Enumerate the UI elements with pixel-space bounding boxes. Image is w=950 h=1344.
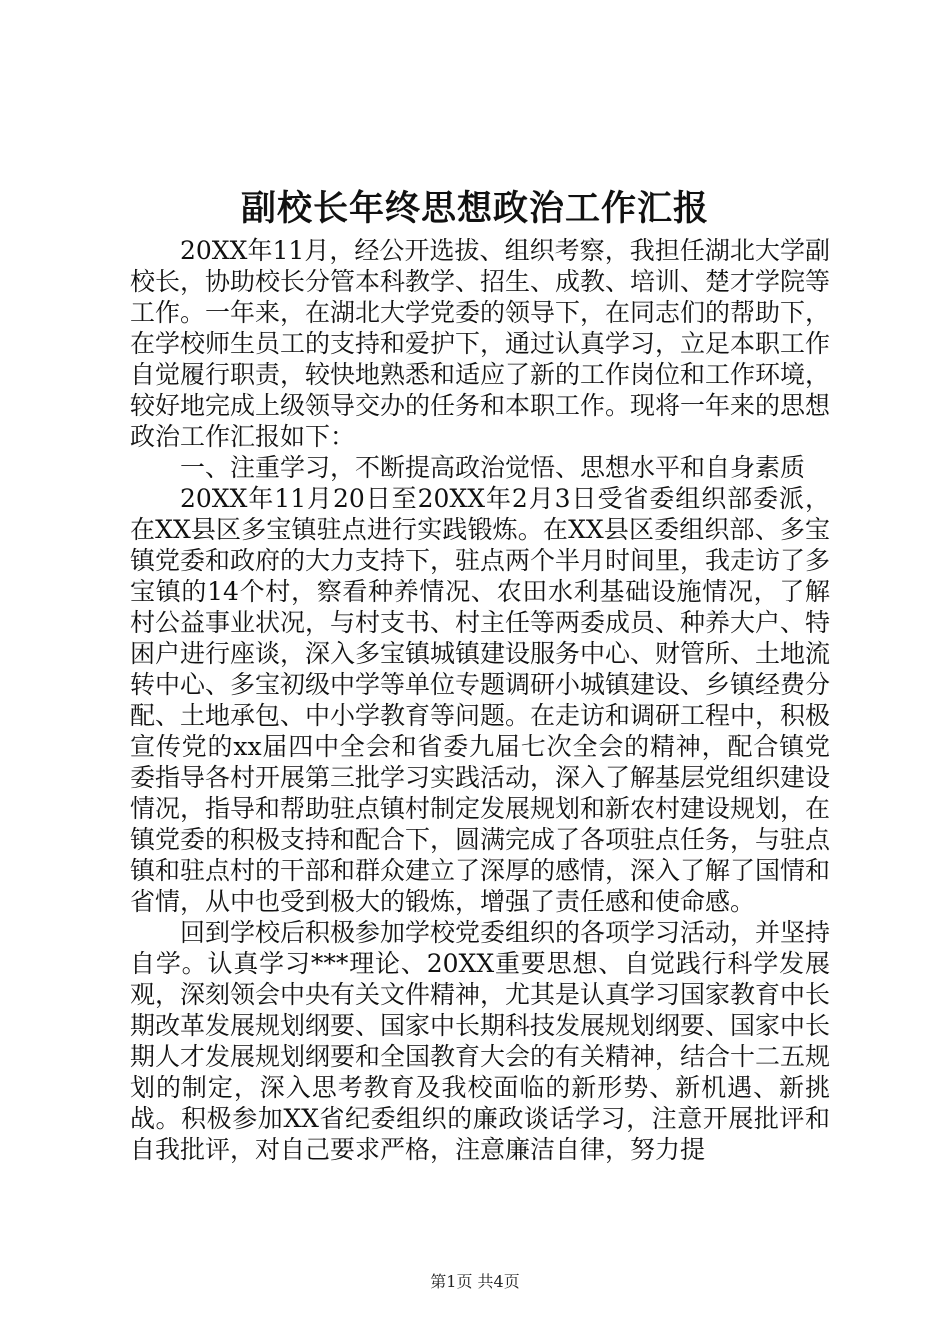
page-footer: 第1页 共4页 [430,1272,520,1291]
section-heading: 一、注重学习，不断提高政治觉悟、思想水平和自身素质 [180,453,806,482]
paragraph-practice: 20XX年11月20日至20XX年2月3日受省委组织部委派，在XX县区多宝镇驻点进行实践锻炼。在XX县区委组织部、多宝镇党委和政府的大力支持下，驻点两个半月时间里，我走访了多宝镇的14个村，察看种养情况、农田水利基础设施情况，了解村公益事业状况，与村支书、村主任等两委成员、种养大户、特困户进行座谈，深入多宝镇城镇建设服务中心、财管所、土地流转中心、多宝初级中学等单位专题调研小城镇建设、乡镇经费分配、土地承包、中小学教育等问题。在走访和调研工程中，积极宣传党的xx届四中全会和省委九届七次全会的精神，配合镇党委指导各村开展第三批学习实践活动，深入了解基层党组织建设情况，指导和帮助驻点镇村制定发展规划和新农村建设规划，在镇党委的积极支持和配合下，圆满完成了各项驻点任务，与驻点镇和驻点村的干部和群众建立了深厚的感情，深入了解了国情和省情，从中也受到极大的锻炼，增强了责任感和使命感。 [130,484,831,916]
document-title: 副校长年终思想政治工作汇报 [240,188,709,229]
document-body [130,235,830,1165]
paragraph-study: 回到学校后积极参加学校党委组织的各项学习活动，并坚持自学。认真学习***理论、20XX重要思想、自觉践行科学发展观，深刻领会中央有关文件精神，尤其是认真学习国家教育中长期改革发展规划纲要、国家中长期科技发展规划纲要、国家中长期人才发展规划纲要和全国教育大会的有关精神，结合十二五规划的制定，深入思考教育及我校面临的新形势、新机遇、新挑战。积极参加XX省纪委组织的廉政谈话学习，注意开展批评和自我批评，对自己要求严格，注意廉洁自律，努力提 [130,918,831,1164]
paragraph-intro: 20XX年11月，经公开选拔、组织考察，我担任湖北大学副校长，协助校长分管本科教学、招生、成教、培训、楚才学院等工作。一年来，在湖北大学党委的领导下，在同志们的帮助下，在学校师生员工的支持和爱护下，通过认真学习，立足本职工作自觉履行职责，较快地熟悉和适应了新的工作岗位和工作环境，较好地完成上级领导交办的任务和本职工作。现将一年来的思想政治工作汇报如下： [130,236,831,451]
